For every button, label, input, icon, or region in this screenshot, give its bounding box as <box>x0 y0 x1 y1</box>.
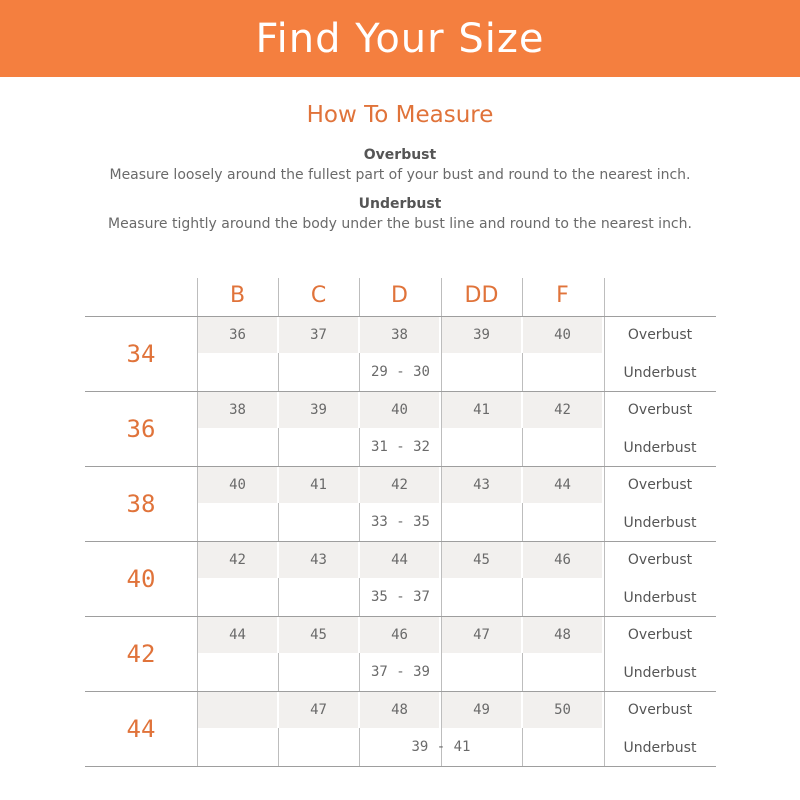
overbust-cell: 42 <box>360 467 441 503</box>
overbust-cell: 42 <box>523 392 604 428</box>
underbust-range: 35 - 37 <box>370 589 430 605</box>
cup-size-header: C <box>310 283 327 308</box>
overbust-cell: 43 <box>279 542 360 578</box>
underbust-range: 39 - 41 <box>411 739 471 755</box>
overbust-cell: 40 <box>523 317 604 353</box>
overbust-cell: 42 <box>198 542 279 578</box>
overbust-cell: 38 <box>360 317 441 353</box>
overbust-cell: 39 <box>279 392 360 428</box>
overbust-cell: 48 <box>360 692 441 728</box>
overbust-cell: 36 <box>198 317 279 353</box>
overbust-cell: 46 <box>523 542 604 578</box>
overbust-cell <box>198 692 279 728</box>
band-size-label: 44 <box>126 715 156 743</box>
overbust-cell: 41 <box>279 467 360 503</box>
overbust-term: Overbust <box>363 147 437 163</box>
cup-size-header: B <box>229 283 246 308</box>
band-size-label: 36 <box>126 415 156 443</box>
overbust-cell: 43 <box>442 467 523 503</box>
overbust-cell: 45 <box>442 542 523 578</box>
overbust-cell: 44 <box>360 542 441 578</box>
overbust-cell: 38 <box>198 392 279 428</box>
overbust-cell: 45 <box>279 617 360 653</box>
overbust-row-label: Overbust <box>627 327 693 343</box>
underbust-row-label: Underbust <box>623 515 697 531</box>
underbust-row-label: Underbust <box>623 590 697 606</box>
overbust-row-label: Overbust <box>627 627 693 643</box>
overbust-row-label: Overbust <box>627 702 693 718</box>
underbust-row-label: Underbust <box>623 665 697 681</box>
overbust-cell: 44 <box>198 617 279 653</box>
underbust-description: Measure tightly around the body under the bust line and round to the nearest inch. <box>108 216 692 232</box>
band-size-label: 34 <box>126 340 156 368</box>
band-size-label: 42 <box>126 640 156 668</box>
underbust-range: 31 - 32 <box>370 439 430 455</box>
how-to-measure-title: How To Measure <box>306 102 494 128</box>
overbust-cell: 44 <box>523 467 604 503</box>
page-title: Find Your Size <box>255 15 545 62</box>
overbust-cell: 39 <box>442 317 523 353</box>
overbust-cell: 40 <box>360 392 441 428</box>
underbust-row-label: Underbust <box>623 365 697 381</box>
cup-size-header: DD <box>464 283 499 308</box>
underbust-row-label: Underbust <box>623 440 697 456</box>
underbust-range: 29 - 30 <box>370 364 430 380</box>
page-header <box>0 0 800 77</box>
cup-size-header: D <box>391 283 408 308</box>
underbust-range: 37 - 39 <box>370 664 430 680</box>
underbust-range: 33 - 35 <box>370 514 430 530</box>
band-size-label: 38 <box>126 490 156 518</box>
overbust-cell: 50 <box>523 692 604 728</box>
overbust-cell: 47 <box>442 617 523 653</box>
overbust-cell: 41 <box>442 392 523 428</box>
overbust-cell: 37 <box>279 317 360 353</box>
underbust-row-label: Underbust <box>623 740 697 756</box>
overbust-row-label: Overbust <box>627 477 693 493</box>
overbust-cell: 49 <box>442 692 523 728</box>
overbust-cell: 48 <box>523 617 604 653</box>
underbust-term: Underbust <box>358 196 442 212</box>
band-size-label: 40 <box>126 565 156 593</box>
overbust-cell: 46 <box>360 617 441 653</box>
overbust-description: Measure loosely around the fullest part of your bust and round to the nearest inch. <box>109 167 691 183</box>
overbust-row-label: Overbust <box>627 402 693 418</box>
overbust-row-label: Overbust <box>627 552 693 568</box>
table-bottom-border <box>85 766 716 767</box>
cup-size-header: F <box>556 283 569 308</box>
overbust-cell: 47 <box>279 692 360 728</box>
overbust-cell: 40 <box>198 467 279 503</box>
